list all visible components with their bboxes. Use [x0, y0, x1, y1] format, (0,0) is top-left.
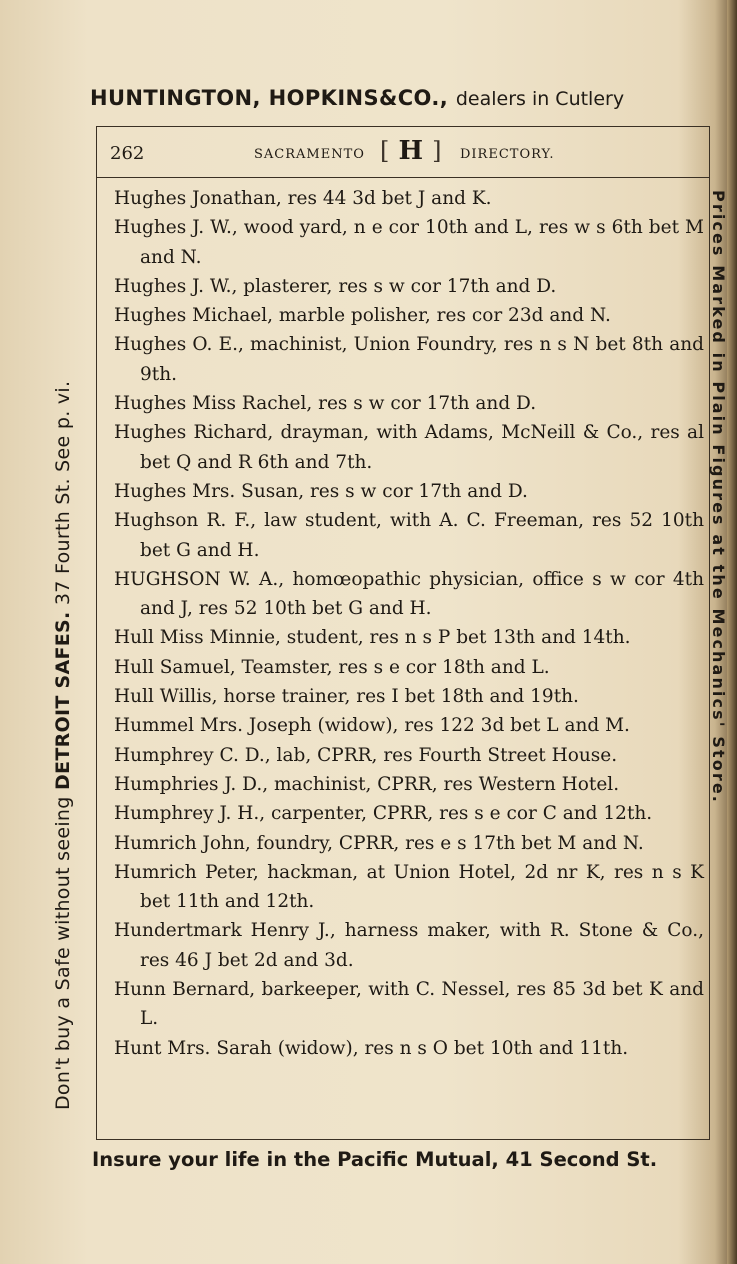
- directory-entry: Hull Willis, horse trainer, res I bet 18th and 19th.: [114, 686, 579, 708]
- bracket-open: [: [380, 137, 390, 165]
- directory-entry: Hundertmark Henry J., harness maker, with R. Stone & Co., res 46 J bet 2d and 3d.: [114, 920, 704, 971]
- directory-entry: Hughes O. E., machinist, Union Foundry, res n s N bet 8th and 9th.: [114, 334, 704, 385]
- left-margin-advertisement: [52, 150, 74, 1110]
- letter-h: H: [398, 136, 424, 166]
- page-number: 262: [110, 143, 145, 164]
- directory-entry: Humphrey C. D., lab, CPRR, res Fourth Street House.: [114, 744, 618, 766]
- left-ad-part3: 37 Fourth St. See p. vi.: [52, 380, 74, 606]
- section-letter: [380, 136, 441, 166]
- directory-entry: Hunn Bernard, barkeeper, with C. Nessel, res 85 3d bet K and L.: [114, 979, 704, 1030]
- directory-label: DIRECTORY.: [460, 147, 555, 162]
- directory-entries: [114, 184, 704, 1063]
- directory-entry: Hughes Mrs. Susan, res s w cor 17th and D.: [114, 480, 528, 502]
- right-margin-advertisement: Prices Marked in Plain Figures at the Mechanics' Store.: [709, 190, 728, 804]
- directory-entry: Hughson R. F., law student, with A. C. Freeman, res 52 10th bet G and H.: [114, 510, 704, 561]
- directory-entry: Hughes J. W., plasterer, res s w cor 17th and D.: [114, 275, 557, 297]
- bracket-close: ]: [432, 137, 442, 165]
- page-header: [110, 136, 690, 176]
- directory-entry: Humphries J. D., machinist, CPRR, res Western Hotel.: [114, 773, 620, 795]
- page-edge-shadow: [727, 0, 737, 1264]
- top-ad-line: dealers in Cutlery: [455, 88, 625, 110]
- directory-entry: Hughes Miss Rachel, res s w cor 17th and D.: [114, 393, 537, 415]
- left-ad-part2: DETROIT SAFES.: [52, 611, 74, 791]
- directory-entry: Humrich John, foundry, CPRR, res e s 17th bet M and N.: [114, 832, 644, 854]
- directory-entry: Hughes J. W., wood yard, n e cor 10th and L, res w s 6th bet M and N.: [114, 217, 704, 268]
- directory-entry: Humphrey J. H., carpenter, CPRR, res s e cor C and 12th.: [114, 803, 653, 825]
- top-advertisement: [90, 86, 710, 120]
- directory-entry: Hughes Michael, marble polisher, res cor 23d and N.: [114, 305, 611, 327]
- directory-entry: Hughes Richard, drayman, with Adams, McNeill & Co., res al bet Q and R 6th and 7th.: [114, 422, 704, 473]
- directory-entry: Humrich Peter, hackman, at Union Hotel, 2d nr K, res n s K bet 11th and 12th.: [114, 861, 704, 913]
- left-ad-part1: Don't buy a Safe without seeing: [52, 796, 74, 1110]
- directory-entry: Hunt Mrs. Sarah (widow), res n s O bet 10th and 11th.: [114, 1037, 629, 1059]
- bottom-advertisement: Insure your life in the Pacific Mutual, 41 Second St.: [92, 1148, 658, 1171]
- directory-entry: HUGHSON W. A., homœopathic physician, office s w cor 4th and J, res 52 10th bet G and H.: [114, 568, 704, 620]
- city-label: SACRAMENTO: [254, 147, 365, 162]
- header-divider: [96, 177, 709, 178]
- top-ad-firm: HUNTINGTON, HOPKINS&CO.,: [90, 86, 449, 110]
- directory-entry: Hull Miss Minnie, student, res n s P bet 13th and 14th.: [114, 627, 631, 649]
- directory-entry: Hummel Mrs. Joseph (widow), res 122 3d bet L and M.: [114, 715, 630, 737]
- directory-entry: Hull Samuel, Teamster, res s e cor 18th and L.: [114, 656, 550, 678]
- directory-entry: Hughes Jonathan, res 44 3d bet J and K.: [114, 188, 492, 209]
